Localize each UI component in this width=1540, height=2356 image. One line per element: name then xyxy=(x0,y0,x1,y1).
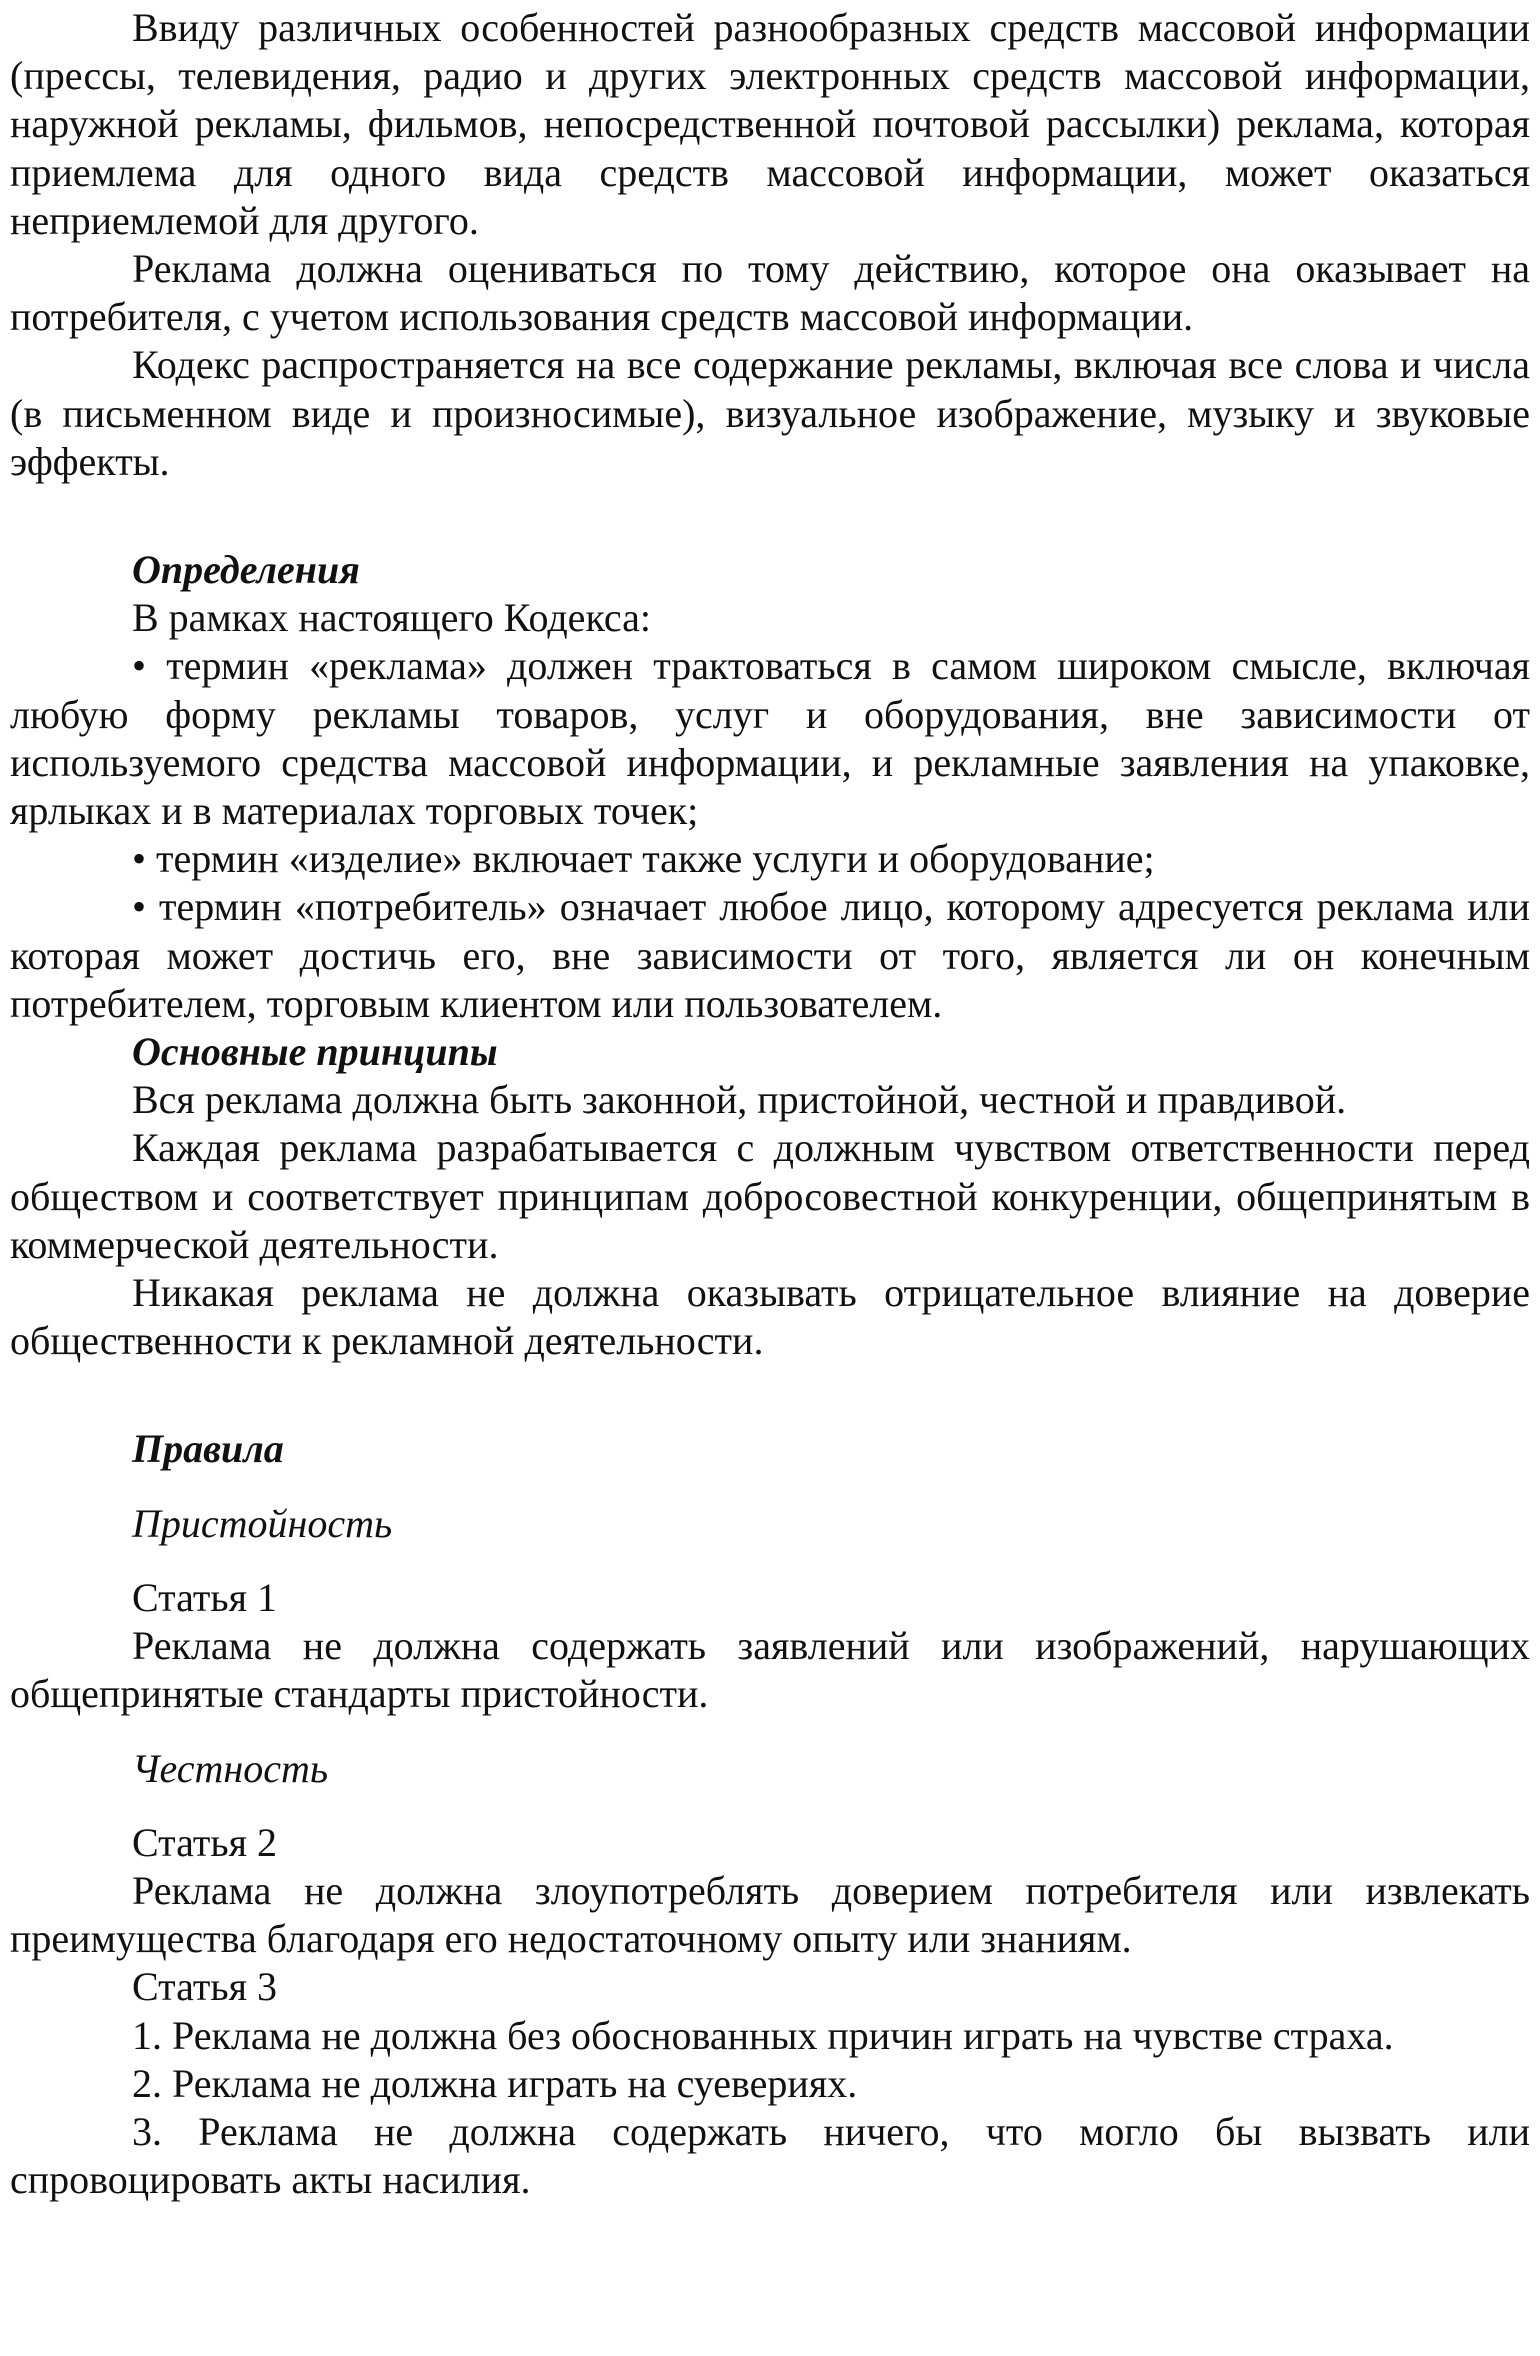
honesty-heading: Честность xyxy=(132,1745,329,1791)
principles-paragraph-3: Никакая реклама не должна оказывать отрицательное влияние на доверие общественности к рекламной деятельности. xyxy=(10,1270,1530,1364)
article-3-item-2: 2. Реклама не должна играть на суевериях. xyxy=(132,2060,858,2106)
definition-item-consumer: • термин «потребитель» означает любое лицо, которому адресуется реклама или которая может достичь его, вне зависимости от того, является ли он конечным потребителем, торговым клиентом или пользователем. xyxy=(10,884,1530,1026)
principles-paragraph-1: Вся реклама должна быть законной, пристойной, честной и правдивой. xyxy=(132,1077,1347,1123)
document-page xyxy=(10,4,1530,2204)
article-3-item-1: 1. Реклама не должна без обоснованных причин играть на чувстве страха. xyxy=(132,2012,1394,2058)
section-spacer xyxy=(10,1719,1530,1745)
article-1-text: Реклама не должна содержать заявлений или изображений, нарушающих общепринятые стандарты пристойности. xyxy=(10,1623,1530,1717)
article-3-item-3: 3. Реклама не должна содержать ничего, что могло бы вызвать или спровоцировать акты насилия. xyxy=(10,2108,1530,2203)
intro-paragraph-2: Реклама должна оцениваться по тому действию, которое она оказывает на потребителя, с учетом использования средств массовой информации. xyxy=(10,246,1530,340)
section-spacer xyxy=(10,1793,1530,1819)
intro-paragraph-1: Ввиду различных особенностей разнообразных средств массовой информации (прессы, телевидения, радио и других электронных средств массовой информации, наружной рекламы, фильмов, непосредственной почтовой рассылки) реклама, которая приемлема для одного вида средств массовой информации, может оказаться неприемлемой для другого. xyxy=(10,5,1530,243)
section-spacer xyxy=(10,486,1530,546)
intro-paragraph-3: Кодекс распространяется на все содержание рекламы, включая все слова и числа (в письменном виде и произносимые), визуальное изображение, музыку и звуковые эффекты. xyxy=(10,342,1530,484)
definition-item-advertising: • термин «реклама» должен трактоваться в самом широком смысле, включая любую форму рекламы товаров, услуг и оборудования, вне зависимости от используемого средства массовой информации, и рекламные заявления на упаковке, ярлыках и в материалах торговых точек; xyxy=(10,643,1530,834)
principles-paragraph-2: Каждая реклама разрабатывается с должным чувством ответственности перед обществом и соответствует принципам добросовестной конкуренции, общепринятым в коммерческой деятельности. xyxy=(10,1125,1530,1267)
section-spacer xyxy=(10,1365,1530,1425)
decency-heading: Пристойность xyxy=(132,1500,393,1546)
definitions-heading: Определения xyxy=(132,547,360,593)
rules-heading: Правила xyxy=(132,1426,284,1472)
article-3-label: Статья 3 xyxy=(132,1964,277,2010)
article-2-text: Реклама не должна злоупотреблять доверием потребителя или извлекать преимущества благодаря его недостаточному опыту или знаниям. xyxy=(10,1867,1530,1962)
section-spacer xyxy=(10,1548,1530,1574)
definition-item-product: • термин «изделие» включает также услуги и оборудование; xyxy=(132,836,1155,882)
article-1-label: Статья 1 xyxy=(132,1574,277,1620)
article-2-label: Статья 2 xyxy=(132,1819,277,1865)
definitions-lead: В рамках настоящего Кодекса: xyxy=(132,595,651,641)
principles-heading: Основные принципы xyxy=(132,1029,498,1075)
section-spacer xyxy=(10,1474,1530,1500)
